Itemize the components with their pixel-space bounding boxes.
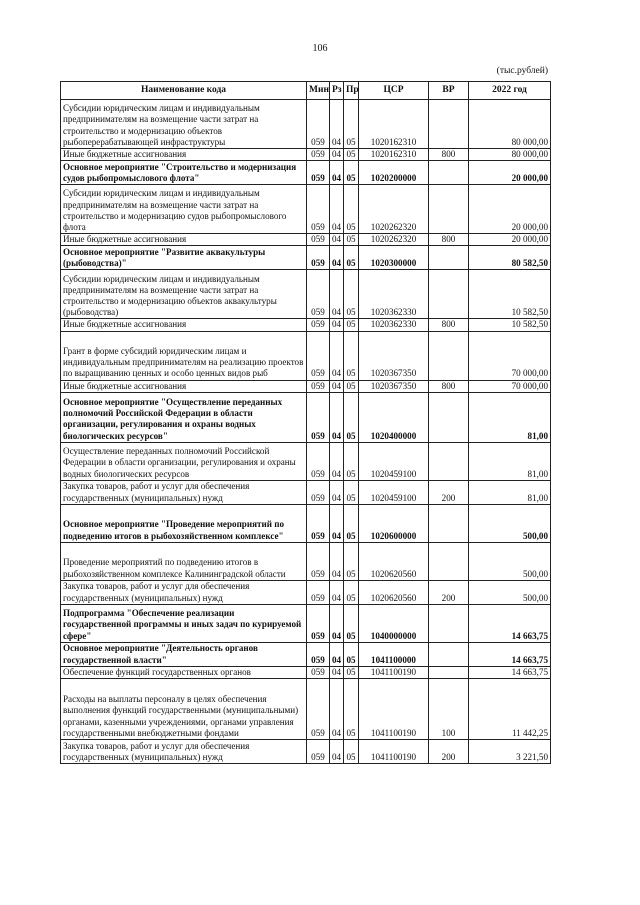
row-min: 059: [307, 234, 330, 246]
row-amount: 14 663,75: [469, 604, 551, 642]
table-row: [61, 331, 551, 380]
row-name: Иные бюджетные ассигнования: [61, 149, 307, 161]
row-name: Иные бюджетные ассигнования: [61, 234, 307, 246]
row-pr: 05: [344, 319, 359, 331]
row-name: Основное мероприятие "Строительство и модернизация судов рыбопромыслового флота": [61, 161, 307, 185]
header-min: Мин: [307, 82, 330, 100]
row-pr: 05: [344, 604, 359, 642]
row-pr: 05: [344, 542, 359, 580]
row-vr: 800: [429, 380, 469, 392]
row-amount: 500,00: [469, 504, 551, 542]
row-rz: 04: [330, 270, 344, 319]
row-vr: [429, 246, 469, 270]
row-csr: 1020367350: [359, 331, 429, 380]
row-pr: 05: [344, 380, 359, 392]
row-amount: 14 663,75: [469, 666, 551, 678]
row-rz: 04: [330, 542, 344, 580]
row-pr: 05: [344, 149, 359, 161]
row-amount: 80 000,00: [469, 100, 551, 149]
row-name: Расходы на выплаты персоналу в целях обеспечения выполнения функций государственными (муниципальными) органами, казенными учреждениями, органами управления государственными внебюджетными фондами: [61, 679, 307, 740]
row-name: Субсидии юридическим лицам и индивидуальным предпринимателям на возмещение части затрат на строительство и модернизацию объектов рыбоперерабатывающей инфраструктуры: [61, 100, 307, 149]
row-csr: 1020600000: [359, 504, 429, 542]
row-rz: 04: [330, 666, 344, 678]
row-min: 059: [307, 504, 330, 542]
header-name: Наименование кода: [61, 82, 307, 100]
row-amount: 80 000,00: [469, 149, 551, 161]
row-csr: 1041100190: [359, 740, 429, 764]
row-min: 059: [307, 270, 330, 319]
row-vr: 800: [429, 319, 469, 331]
row-name: Иные бюджетные ассигнования: [61, 380, 307, 392]
row-name: Основное мероприятие "Развитие аквакультуры (рыбоводства)": [61, 246, 307, 270]
row-name: Осуществление переданных полномочий Российской Федерации в области организации, регулирования и охраны водных биологических ресурсов: [61, 442, 307, 480]
row-vr: [429, 642, 469, 666]
row-name: Проведение мероприятий по подведению итогов в рыбохозяйственном комплексе Калининградской области: [61, 542, 307, 580]
row-rz: 04: [330, 679, 344, 740]
row-rz: 04: [330, 740, 344, 764]
row-csr: 1041100000: [359, 642, 429, 666]
row-pr: 05: [344, 246, 359, 270]
row-pr: 05: [344, 679, 359, 740]
row-vr: 200: [429, 740, 469, 764]
row-pr: 05: [344, 666, 359, 678]
row-amount: 3 221,50: [469, 740, 551, 764]
row-rz: 04: [330, 580, 344, 604]
row-csr: 1041100190: [359, 679, 429, 740]
row-amount: 20 000,00: [469, 234, 551, 246]
row-amount: 500,00: [469, 580, 551, 604]
table-row: [61, 679, 551, 740]
row-csr: 1020400000: [359, 392, 429, 442]
row-rz: 04: [330, 149, 344, 161]
row-rz: 04: [330, 234, 344, 246]
table-row: [61, 504, 551, 542]
row-amount: 11 442,25: [469, 679, 551, 740]
row-pr: 05: [344, 161, 359, 185]
row-min: 059: [307, 319, 330, 331]
row-name: Подпрограмма "Обеспечение реализации государственной программы и иных задач по курируемой сфере": [61, 604, 307, 642]
row-amount: 500,00: [469, 542, 551, 580]
table-row: [61, 100, 551, 149]
row-csr: 1020300000: [359, 246, 429, 270]
table-row: [61, 161, 551, 185]
header-vr: ВР: [429, 82, 469, 100]
row-csr: 1020362330: [359, 319, 429, 331]
row-csr: 1020620560: [359, 542, 429, 580]
row-min: 059: [307, 740, 330, 764]
table-row: [61, 666, 551, 678]
row-rz: 04: [330, 604, 344, 642]
row-amount: 70 000,00: [469, 380, 551, 392]
row-pr: 05: [344, 100, 359, 149]
header-csr: ЦСР: [359, 82, 429, 100]
row-min: 059: [307, 642, 330, 666]
row-rz: 04: [330, 100, 344, 149]
row-vr: [429, 331, 469, 380]
row-rz: 04: [330, 504, 344, 542]
row-min: 059: [307, 392, 330, 442]
row-csr: 1020459100: [359, 480, 429, 504]
row-min: 059: [307, 149, 330, 161]
table-row: [61, 270, 551, 319]
table-row: [61, 642, 551, 666]
table-row: [61, 149, 551, 161]
row-amount: 70 000,00: [469, 331, 551, 380]
row-name: Обеспечение функций государственных органов: [61, 666, 307, 678]
row-min: 059: [307, 246, 330, 270]
budget-table: [60, 81, 551, 764]
table-row: [61, 604, 551, 642]
row-csr: 1020459100: [359, 442, 429, 480]
row-amount: 10 582,50: [469, 319, 551, 331]
row-name: Закупка товаров, работ и услуг для обеспечения государственных (муниципальных) нужд: [61, 580, 307, 604]
row-amount: 80 582,50: [469, 246, 551, 270]
header-pr: Пр: [344, 82, 359, 100]
row-min: 059: [307, 542, 330, 580]
row-min: 059: [307, 604, 330, 642]
row-name: Основное мероприятие "Деятельность органов государственной власти": [61, 642, 307, 666]
row-min: 059: [307, 161, 330, 185]
row-amount: 14 663,75: [469, 642, 551, 666]
row-pr: 05: [344, 270, 359, 319]
row-vr: [429, 392, 469, 442]
units-label: (тыс.рублей): [496, 66, 548, 76]
row-amount: 81,00: [469, 442, 551, 480]
row-csr: 1020162310: [359, 149, 429, 161]
table-row: [61, 319, 551, 331]
row-rz: 04: [330, 319, 344, 331]
row-vr: [429, 161, 469, 185]
row-amount: 81,00: [469, 480, 551, 504]
row-min: 059: [307, 580, 330, 604]
row-rz: 04: [330, 442, 344, 480]
row-pr: 05: [344, 442, 359, 480]
table-row: [61, 740, 551, 764]
row-name: Субсидии юридическим лицам и индивидуальным предпринимателям на возмещение части затрат на строительство и модернизацию судов рыбопромыслового флота: [61, 185, 307, 234]
row-csr: 1040000000: [359, 604, 429, 642]
row-min: 059: [307, 100, 330, 149]
page-number: 106: [312, 43, 328, 54]
row-csr: 1020262320: [359, 234, 429, 246]
row-vr: 200: [429, 480, 469, 504]
row-rz: 04: [330, 480, 344, 504]
header-row: [61, 82, 551, 100]
table-row: [61, 442, 551, 480]
header-year: 2022 год: [469, 82, 551, 100]
row-csr: 1020367350: [359, 380, 429, 392]
row-vr: [429, 504, 469, 542]
row-min: 059: [307, 380, 330, 392]
row-csr: 1041100190: [359, 666, 429, 678]
row-pr: 05: [344, 580, 359, 604]
row-vr: [429, 270, 469, 319]
row-name: Основное мероприятие "Проведение мероприятий по подведению итогов в рыбохозяйственном комплексе": [61, 504, 307, 542]
table-row: [61, 580, 551, 604]
row-rz: 04: [330, 392, 344, 442]
row-csr: 1020162310: [359, 100, 429, 149]
row-min: 059: [307, 185, 330, 234]
row-min: 059: [307, 331, 330, 380]
row-vr: [429, 666, 469, 678]
table-row: [61, 185, 551, 234]
row-pr: 05: [344, 480, 359, 504]
row-amount: 10 582,50: [469, 270, 551, 319]
table-row: [61, 380, 551, 392]
row-rz: 04: [330, 642, 344, 666]
row-pr: 05: [344, 234, 359, 246]
row-min: 059: [307, 679, 330, 740]
table-row: [61, 392, 551, 442]
header-rz: Рз: [330, 82, 344, 100]
row-vr: 200: [429, 580, 469, 604]
row-pr: 05: [344, 185, 359, 234]
row-csr: 1020200000: [359, 161, 429, 185]
row-amount: 81,00: [469, 392, 551, 442]
row-rz: 04: [330, 246, 344, 270]
row-name: Субсидии юридическим лицам и индивидуальным предпринимателям на возмещение части затрат на строительство и модернизацию объектов аквакультуры (рыбоводства): [61, 270, 307, 319]
row-vr: 100: [429, 679, 469, 740]
row-vr: [429, 185, 469, 234]
row-csr: 1020262320: [359, 185, 429, 234]
row-vr: [429, 100, 469, 149]
row-vr: 800: [429, 234, 469, 246]
row-pr: 05: [344, 740, 359, 764]
row-vr: [429, 542, 469, 580]
row-pr: 05: [344, 392, 359, 442]
row-name: Основное мероприятие "Осуществление переданных полномочий Российской Федерации в области организации, регулирования и охраны водных биологических ресурсов": [61, 392, 307, 442]
row-min: 059: [307, 666, 330, 678]
row-min: 059: [307, 442, 330, 480]
row-rz: 04: [330, 161, 344, 185]
row-pr: 05: [344, 504, 359, 542]
row-name: Грант в форме субсидий юридическим лицам и индивидуальным предпринимателям на реализацию проектов по выращиванию ценных и особо ценных видов рыб: [61, 331, 307, 380]
table-row: [61, 480, 551, 504]
row-rz: 04: [330, 331, 344, 380]
row-pr: 05: [344, 642, 359, 666]
row-rz: 04: [330, 380, 344, 392]
row-csr: 1020620560: [359, 580, 429, 604]
row-csr: 1020362330: [359, 270, 429, 319]
row-name: Закупка товаров, работ и услуг для обеспечения государственных (муниципальных) нужд: [61, 480, 307, 504]
table-row: [61, 246, 551, 270]
table-row: [61, 542, 551, 580]
row-amount: 20 000,00: [469, 161, 551, 185]
row-name: Закупка товаров, работ и услуг для обеспечения государственных (муниципальных) нужд: [61, 740, 307, 764]
row-pr: 05: [344, 331, 359, 380]
row-name: Иные бюджетные ассигнования: [61, 319, 307, 331]
row-rz: 04: [330, 185, 344, 234]
row-vr: 800: [429, 149, 469, 161]
row-vr: [429, 604, 469, 642]
row-vr: [429, 442, 469, 480]
row-min: 059: [307, 480, 330, 504]
table-row: [61, 234, 551, 246]
row-amount: 20 000,00: [469, 185, 551, 234]
